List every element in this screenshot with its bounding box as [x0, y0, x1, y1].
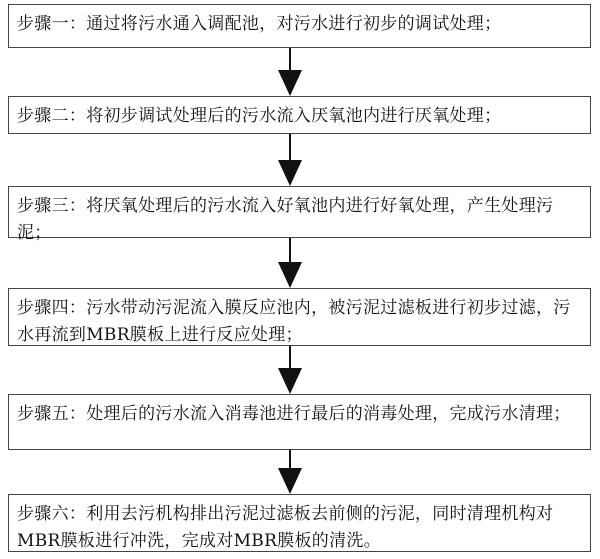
step-3-label: 步骤三：: [17, 196, 87, 216]
step-2-label: 步骤二：: [17, 106, 87, 126]
step-4-label: 步骤四：: [17, 298, 87, 318]
step-5-text: 处理后的污水流入消毒池进行最后的消毒处理，完成污水清理；: [86, 404, 571, 424]
arrow-3-to-4: [275, 238, 305, 288]
step-2-box: [8, 96, 591, 134]
step-4-box: [8, 288, 591, 346]
step-1-box: [8, 4, 591, 48]
step-6-box: [8, 494, 591, 552]
arrow-5-to-6: [275, 450, 305, 494]
step-1-label: 步骤一：: [17, 14, 87, 34]
step-4-text: 污水带动污泥流入膜反应池内，被污泥过滤板进行初步过滤，污水再流到MBR膜板上进行反应处理；: [17, 298, 571, 345]
step-6-label: 步骤六：: [17, 504, 87, 524]
arrow-2-to-3: [275, 134, 305, 186]
step-3-text: 将厌氧处理后的污水流入好氧池内进行好氧处理，产生处理污泥；: [17, 196, 554, 243]
step-2-text: 将初步调试处理后的污水流入厌氧池内进行厌氧处理；: [86, 106, 502, 126]
step-1-text: 通过将污水通入调配池，对污水进行初步的调试处理；: [86, 14, 502, 34]
step-6-text: 利用去污机构排出污泥过滤板去前侧的污泥，同时清理机构对MBR膜板进行冲洗，完成对MBR膜板的清洗。: [17, 504, 554, 551]
arrow-1-to-2: [275, 48, 305, 96]
step-5-box: [8, 394, 591, 450]
arrow-4-to-5: [275, 346, 305, 394]
step-5-label: 步骤五：: [17, 404, 87, 424]
step-3-box: [8, 186, 591, 243]
